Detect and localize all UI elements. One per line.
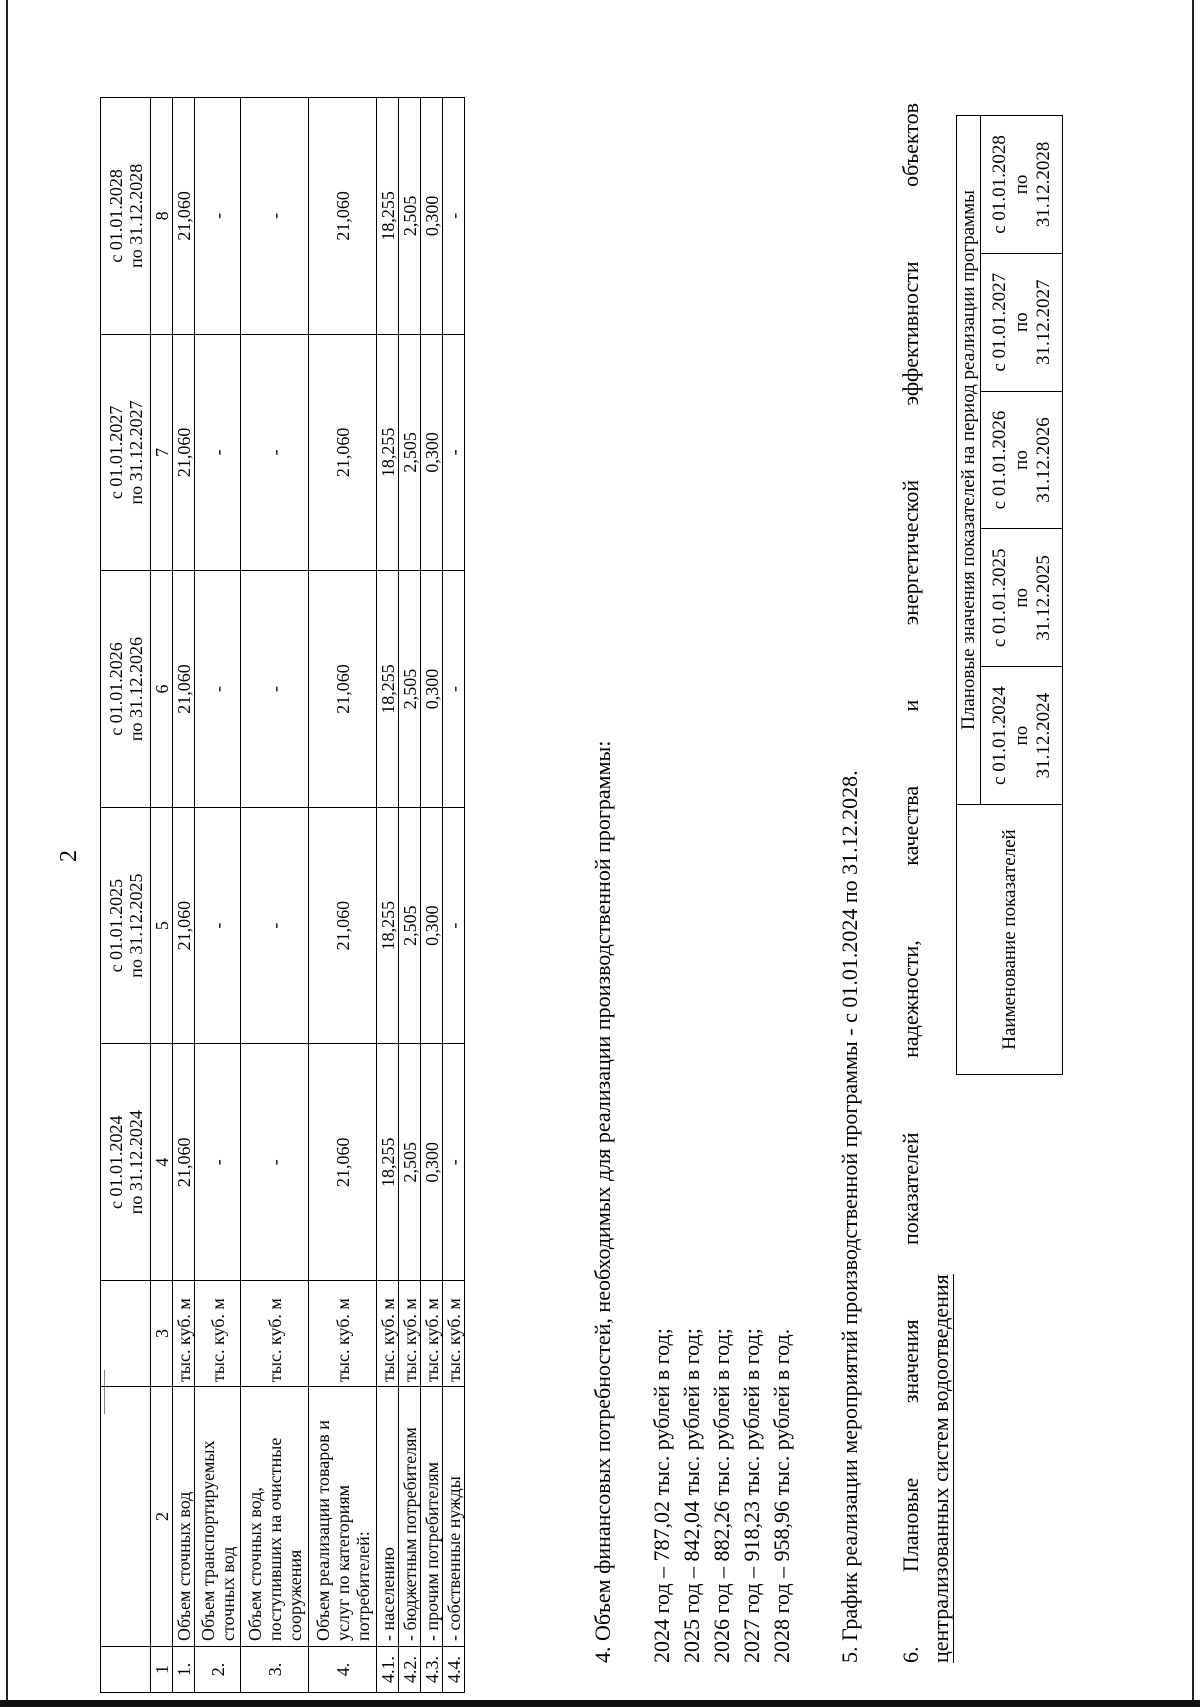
row-value: -: [195, 1044, 241, 1281]
section-5-heading: 5. График реализации мероприятий производственной программы - с 01.01.2024 по 31.12.2028.: [837, 770, 862, 1663]
row-unit: тыс. куб. м: [309, 1281, 377, 1387]
row-value: -: [195, 98, 241, 335]
period-header: с 01.01.2025 по 31.12.2025: [981, 529, 1063, 667]
heading-word: эффективности: [898, 261, 923, 406]
financial-needs-list: [647, 1328, 797, 1663]
row-value: 18,255: [377, 807, 399, 1044]
row-value: 2,505: [399, 571, 421, 808]
row-value: 0,300: [421, 1044, 443, 1281]
row-value: 21,060: [173, 98, 195, 335]
row-value: 21,060: [173, 571, 195, 808]
column-index: 4: [151, 1044, 173, 1281]
heading-word: энергетической: [898, 479, 923, 626]
row-number: 3.: [241, 1647, 309, 1693]
heading-word: значения: [898, 1319, 923, 1404]
row-number: 4.1.: [377, 1647, 399, 1693]
period-header: с 01.01.2024 по 31.12.2024: [981, 667, 1063, 805]
table-row: [377, 98, 399, 1693]
row-value: -: [443, 807, 465, 1044]
column-index: 2: [151, 1387, 173, 1647]
row-value: 21,060: [309, 1044, 377, 1281]
row-name: Объем сточных вод: [173, 1387, 195, 1647]
column-index: 7: [151, 334, 173, 571]
row-unit: тыс. куб. м: [241, 1281, 309, 1387]
column-index: 5: [151, 807, 173, 1044]
period-header: с 01.01.2027 по 31.12.2027: [981, 253, 1063, 391]
row-name: Объем сточных вод, поступивших на очистные сооружения: [241, 1387, 309, 1647]
period-header: с 01.01.2028 по 31.12.2028: [101, 98, 151, 335]
table-header-row: [101, 98, 151, 1693]
row-value: -: [195, 334, 241, 571]
table-row: [195, 98, 241, 1693]
heading-word: показателей: [898, 1132, 923, 1245]
indicator-name-header: Наименование показателей: [957, 805, 1063, 1075]
row-value: -: [443, 334, 465, 571]
table-row: [173, 98, 195, 1693]
row-value: 21,060: [173, 1044, 195, 1281]
section-6-line-2: централизованных систем водоотведения: [928, 1274, 953, 1663]
period-header: с 01.01.2026 по 31.12.2026: [981, 391, 1063, 529]
table-row: [421, 98, 443, 1693]
row-value: 21,060: [173, 334, 195, 571]
row-number: 4.3.: [421, 1647, 443, 1693]
row-unit: тыс. куб. м: [195, 1281, 241, 1387]
row-number: 1.: [173, 1647, 195, 1693]
row-value: 21,060: [309, 571, 377, 808]
table-row: [241, 98, 309, 1693]
planned-indicators-table: [956, 115, 1063, 1075]
row-number: 4.4.: [443, 1647, 465, 1693]
row-value: -: [241, 571, 309, 808]
period-header: с 01.01.2028 по 31.12.2028: [981, 116, 1063, 254]
row-value: 2,505: [399, 807, 421, 1044]
list-item: 2024 год – 787,02 тыс. рублей в год;: [649, 1328, 674, 1663]
row-value: 0,300: [421, 571, 443, 808]
wastewater-volume-table: [100, 97, 465, 1693]
column-index: 6: [151, 571, 173, 808]
table-row: [309, 98, 377, 1693]
row-unit: тыс. куб. м: [377, 1281, 399, 1387]
section-6-heading: [896, 103, 956, 1663]
row-number: 2.: [195, 1647, 241, 1693]
column-index-row: [151, 98, 173, 1693]
column-index: 8: [151, 98, 173, 335]
row-unit: тыс. куб. м: [173, 1281, 195, 1387]
row-name: - бюджетным потребителям: [399, 1387, 421, 1647]
list-item: 2026 год – 882,26 тыс. рублей в год;: [709, 1328, 734, 1663]
row-value: -: [443, 1044, 465, 1281]
row-unit: тыс. куб. м: [399, 1281, 421, 1387]
row-value: 2,505: [399, 334, 421, 571]
row-value: 2,505: [399, 1044, 421, 1281]
heading-word: 6.: [898, 1646, 923, 1663]
list-item: 2028 год – 958,96 тыс. рублей в год.: [769, 1328, 794, 1663]
table-row: [399, 98, 421, 1693]
row-value: -: [241, 98, 309, 335]
row-value: 21,060: [173, 807, 195, 1044]
period-header: с 01.01.2025 по 31.12.2025: [101, 807, 151, 1044]
row-value: 18,255: [377, 98, 399, 335]
row-value: 21,060: [309, 807, 377, 1044]
row-value: -: [195, 807, 241, 1044]
row-number: 4.2.: [399, 1647, 421, 1693]
row-unit: тыс. куб. м: [421, 1281, 443, 1387]
row-value: -: [443, 571, 465, 808]
heading-word: Плановые: [898, 1477, 923, 1573]
row-number: 4.: [309, 1647, 377, 1693]
row-value: 0,300: [421, 334, 443, 571]
row-value: 2,505: [399, 98, 421, 335]
heading-word: качества: [898, 785, 923, 866]
period-header: с 01.01.2027 по 31.12.2027: [101, 334, 151, 571]
row-value: 18,255: [377, 1044, 399, 1281]
row-value: 21,060: [309, 98, 377, 335]
section-6-line-1: [896, 103, 926, 1663]
row-name: Объем транспортируемых сточных вод: [195, 1387, 241, 1647]
heading-word: надежности,: [898, 940, 923, 1058]
column-index: 1: [151, 1647, 173, 1693]
list-item: 2027 год – 918,23 тыс. рублей в год;: [739, 1328, 764, 1663]
row-value: -: [195, 571, 241, 808]
column-index: 3: [151, 1281, 173, 1387]
page-number: 2: [56, 850, 82, 862]
row-name: - собственные нужды: [443, 1387, 465, 1647]
table-row: [443, 98, 465, 1693]
row-name: Объем реализации товаров и услуг по категориям потребителей:: [309, 1387, 377, 1647]
period-header: с 01.01.2026 по 31.12.2026: [101, 571, 151, 808]
period-header: с 01.01.2024 по 31.12.2024: [101, 1044, 151, 1281]
heading-word: и: [898, 699, 923, 712]
row-name: - прочим потребителям: [421, 1387, 443, 1647]
table-header-row: [957, 116, 981, 1075]
planned-values-header: Плановые значения показателей на период реализации программы: [957, 116, 981, 805]
row-name: - населению: [377, 1387, 399, 1647]
row-value: 18,255: [377, 571, 399, 808]
row-value: -: [241, 1044, 309, 1281]
row-value: 21,060: [309, 334, 377, 571]
section-4-heading: 4. Объем финансовых потребностей, необходимых для реализации производственной программы:: [590, 740, 615, 1663]
list-item: 2025 год – 842,04 тыс. рублей в год;: [679, 1328, 704, 1663]
heading-word: объектов: [898, 103, 923, 187]
row-value: -: [241, 807, 309, 1044]
row-unit: тыс. куб. м: [443, 1281, 465, 1387]
row-value: -: [241, 334, 309, 571]
row-value: 18,255: [377, 334, 399, 571]
row-value: 0,300: [421, 98, 443, 335]
row-value: 0,300: [421, 807, 443, 1044]
row-value: -: [443, 98, 465, 335]
